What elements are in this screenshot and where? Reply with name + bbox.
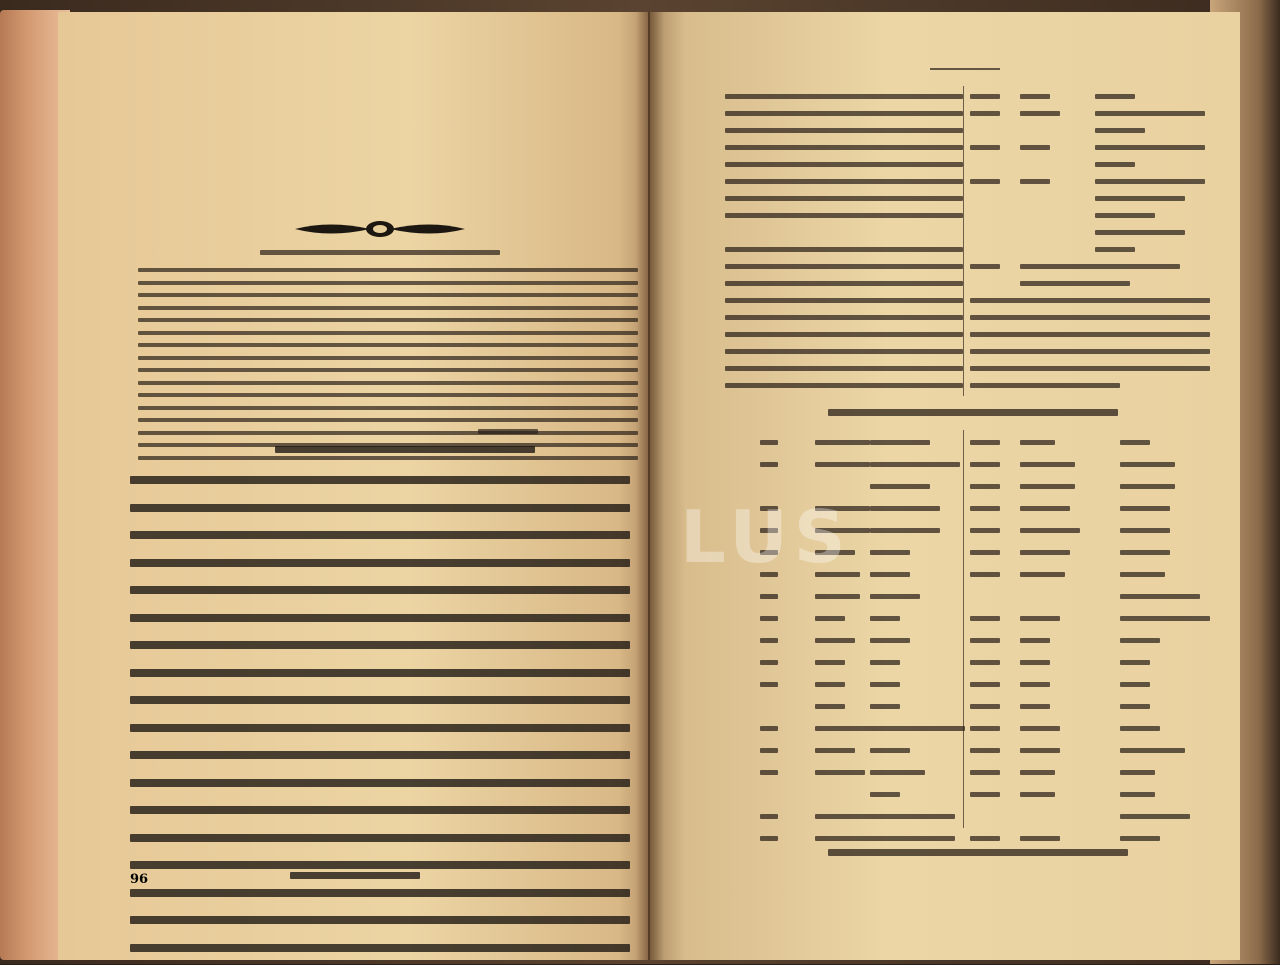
watermark: LUS [680, 495, 852, 579]
small-print-paragraph [138, 265, 638, 465]
top-rule [930, 68, 1000, 70]
section-label [478, 426, 538, 434]
right-text-column [725, 88, 963, 394]
page-number: 96 [130, 872, 149, 887]
book-gutter [636, 12, 664, 960]
right-grid-top [970, 88, 1220, 394]
main-table-right [970, 434, 1210, 852]
large-heading [270, 446, 540, 453]
table-divider-main [963, 430, 964, 828]
table-caption-top [828, 405, 1118, 419]
section-heading [250, 250, 510, 266]
large-print-paragraph [130, 470, 630, 965]
table-caption-bottom [828, 845, 1128, 859]
ornament-divider [290, 218, 470, 240]
running-head [290, 868, 420, 879]
table-divider [963, 86, 964, 396]
